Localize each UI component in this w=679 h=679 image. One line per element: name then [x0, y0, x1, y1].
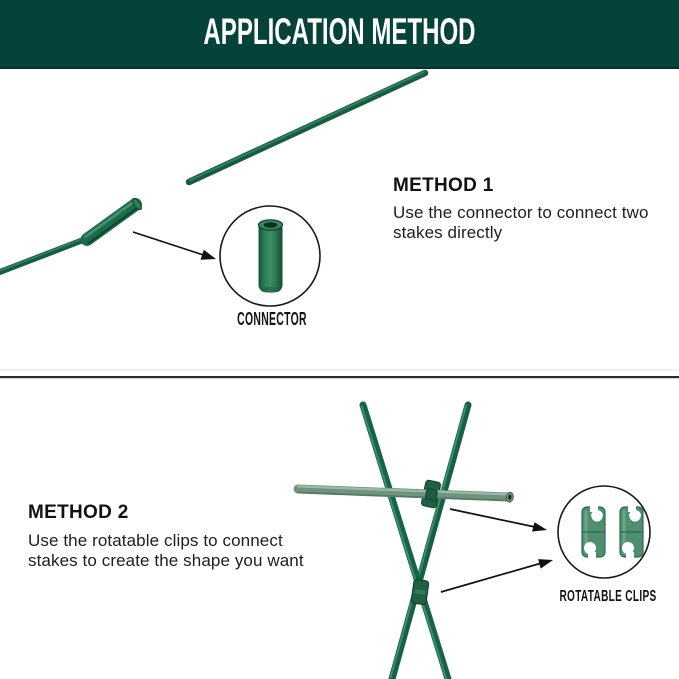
clips-pointer-arrow-lower [441, 559, 553, 592]
method1-stakes-photo [0, 72, 425, 306]
method1-description [393, 203, 649, 243]
method2-description-line2: stakes to create the shape you want [28, 550, 304, 570]
rotatable-clip-bottom [411, 579, 429, 605]
section-divider [0, 370, 679, 379]
method2-stakes-photo [298, 405, 650, 679]
rotatable-clips-callout-circle [558, 486, 650, 578]
clips-pointer-arrow-upper [450, 509, 547, 532]
method1-description-line1: Use the connector to connect two [393, 203, 649, 222]
method1-description-line2: stakes directly [393, 223, 503, 242]
rotatable-clip-top-jaw [425, 488, 438, 501]
horizontal-stake [298, 486, 514, 502]
rotatable-clips-callout-label: ROTATABLE CLIPS [559, 588, 657, 605]
method2-description-line1: Use the rotatable clips to connect [28, 531, 283, 550]
connector-callout-circle [220, 206, 320, 306]
page-title: APPLICATION METHOD [203, 11, 476, 52]
connector-tube-icon [259, 220, 283, 293]
method1-heading: METHOD 1 [393, 175, 494, 196]
method2-heading: METHOD 2 [28, 502, 129, 523]
garden-stake-long [189, 72, 425, 182]
connector-sleeve [86, 197, 144, 243]
garden-stake-with-connector [0, 197, 143, 273]
connector-pointer-arrow [133, 232, 216, 260]
method2-description [28, 531, 304, 570]
connector-callout-label: CONNECTOR [237, 309, 307, 329]
